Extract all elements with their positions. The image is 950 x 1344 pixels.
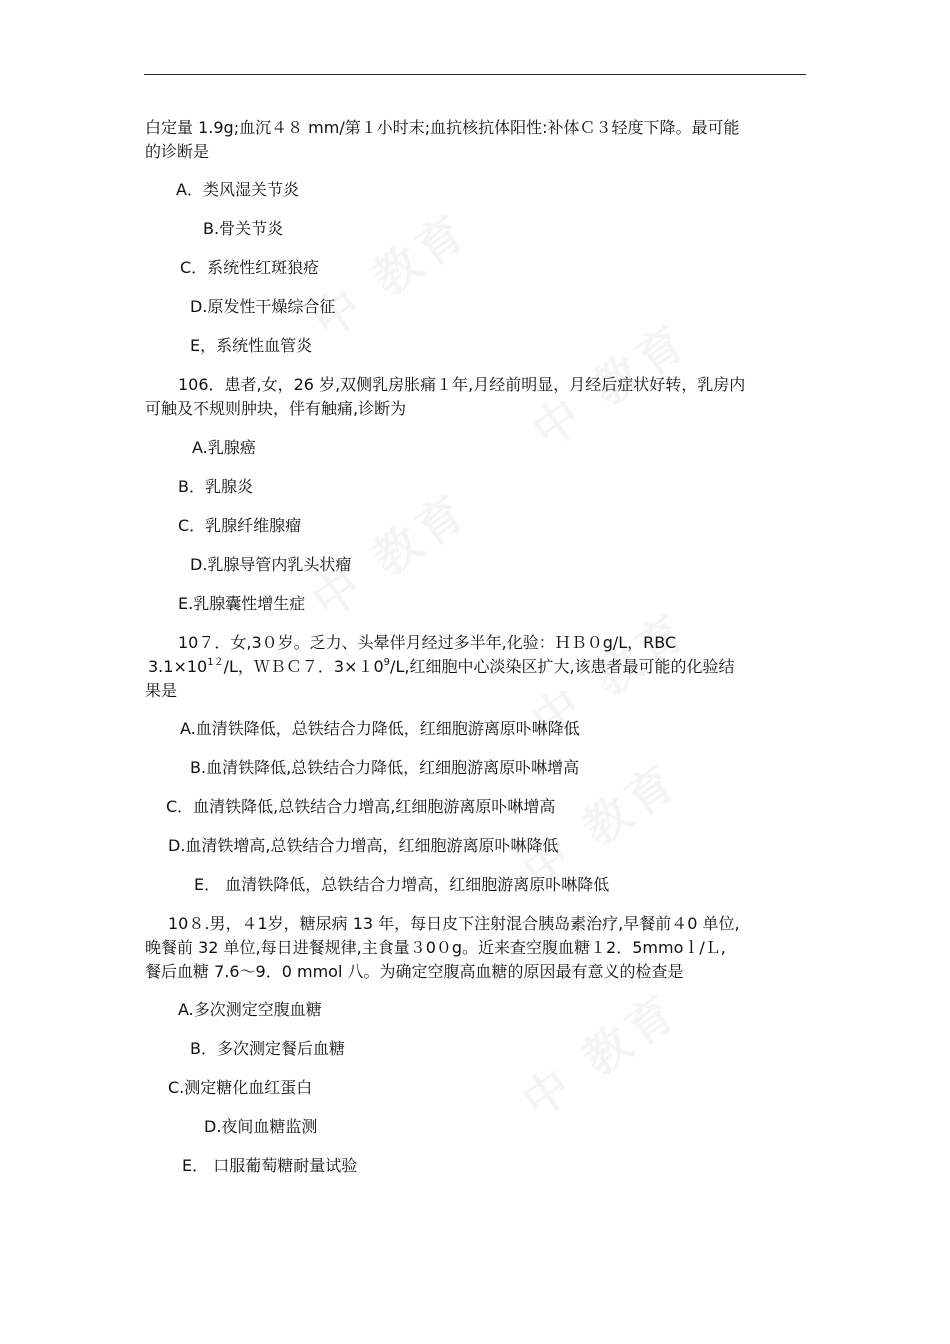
option-d: D.原发性干燥综合征 [190,297,336,316]
option-b: B.血清铁降低,总铁结合力降低，红细胞游离原卟啉增高 [190,758,580,777]
option-a: A．类风湿关节炎 [176,180,299,199]
question-stem: 10８.男，４1岁，糖尿病 13 年，每日皮下注射混合胰岛素治疗,早餐前４0 单位, [168,914,740,933]
option-e: E． 口服葡萄糖耐量试验 [182,1156,358,1175]
rbc-exponent: 1２ [207,656,224,668]
question-stem: 可触及不规则肿块，伴有触痛,诊断为 [145,399,407,418]
rbc-base: 3.1×10 [148,657,208,676]
option-c: C．系统性红斑狼疮 [180,258,320,277]
question-stem: 晚餐前 32 单位,每日进餐规律,主食量３0０g。近来查空腹血糖１2．5mmoｌ/Ｌ, [145,938,726,957]
question-stem: 106．患者,女，26 岁,双侧乳房胀痛１年,月经前明显，月经后症状好转，乳房内 [178,375,746,394]
question-stem: 白定量 1.9g;血沉４８ mm/第１小时末;血抗核抗体阳性:补体Ｃ３轻度下降。最可能 [145,118,740,137]
option-e: E，系统性血管炎 [190,336,313,355]
question-stem: 餐后血糖 7.6～9．0 mmol 八。为确定空腹高血糖的原因最有意义的检查是 [145,962,684,981]
option-b: B．乳腺炎 [178,477,253,496]
option-c: C．乳腺纤维腺瘤 [178,516,302,535]
option-d: D.血清铁增高,总铁结合力增高，红细胞游离原卟啉降低 [168,836,559,855]
option-a: A.多次测定空腹血糖 [178,1000,322,1019]
question-stem-cont: /L,红细胞中心淡染区扩大,该患者最可能的化验结 [390,657,735,676]
wbc-text: /L，ＷＢＣ７．3×１0 [223,657,384,676]
question-stem: 10７．女,3０岁。乏力、头晕伴月经过多半年,化验：ＨＢ０g/L，RBC [178,633,677,652]
wbc-exponent: 9 [383,656,391,668]
option-e: E.乳腺囊性增生症 [178,594,306,613]
option-d: D.乳腺导管内乳头状瘤 [190,555,352,574]
header-rule [144,74,806,75]
question-stem: 果是 [145,681,178,700]
option-e: E． 血清铁降低，总铁结合力增高，红细胞游离原卟啉降低 [194,875,610,894]
option-c: C．血清铁降低,总铁结合力增高,红细胞游离原卟啉增高 [166,797,556,816]
option-c: C.测定糖化血红蛋白 [168,1078,313,1097]
option-b: B．多次测定餐后血糖 [190,1039,345,1058]
watermark [507,975,691,1131]
watermark [297,195,481,351]
question-stem [148,655,735,679]
option-d: D.夜间血糖监测 [204,1117,318,1136]
question-stem: 的诊断是 [145,142,210,161]
option-a: A.血清铁降低，总铁结合力降低，红细胞游离原卟啉降低 [180,719,580,738]
option-a: A.乳腺癌 [192,438,256,457]
option-b: B.骨关节炎 [203,219,284,238]
